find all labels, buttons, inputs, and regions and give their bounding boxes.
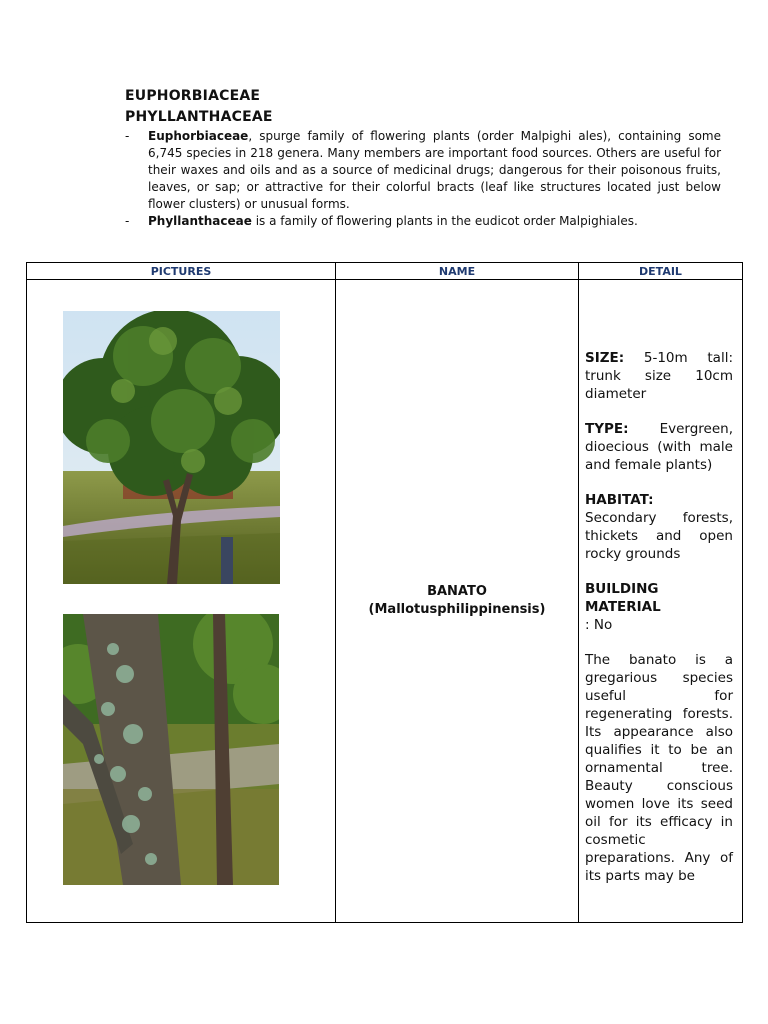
detail-value: Secondary forests, thickets and open rocky grounds (585, 510, 733, 562)
bullet-dash: - (125, 214, 130, 228)
bullet-term: Phyllanthaceae (148, 214, 252, 228)
family-heading-phyllanthaceae: PHYLLANTHACEAE (125, 109, 273, 125)
tree-photo-graphic (63, 311, 280, 584)
detail-value: Evergreen, dioecious (with male and female plants) (585, 421, 733, 473)
detail-label: TYPE: (585, 421, 629, 437)
detail-value: 5-10m tall: trunk size 10cm diameter (585, 350, 733, 402)
detail-value: The banato is a gregarious species useful for regenerating forests. Its appearance also qualifies it to be an ornamental tree. Beauty conscious women love its seed oil for its efficacy in cosmetic preparations. Any of its parts may be (585, 652, 733, 884)
plant-common-name: BANATO (427, 584, 487, 599)
bullet-euphorbiaceae (125, 128, 721, 213)
detail-cell (579, 280, 743, 923)
bullet-text: is a family of flowering plants in the eudicot order Malpighiales. (251, 214, 638, 228)
detail-size (585, 349, 733, 403)
detail-label: HABITAT: (585, 492, 654, 508)
header-detail: DETAIL (579, 263, 743, 280)
bullet-term: Euphorbiaceae (148, 129, 249, 143)
detail-label: BUILDING MATERIAL (585, 581, 661, 615)
bullet-dash: - (125, 129, 130, 143)
detail-label: SIZE: (585, 350, 625, 366)
bullet-phyllanthaceae (125, 213, 721, 230)
header-name: NAME (336, 263, 579, 280)
tree-photo (63, 311, 280, 584)
detail-habitat (585, 491, 733, 563)
detail-value: : No (585, 617, 613, 633)
detail-description (585, 651, 733, 885)
trunk-photo (63, 614, 279, 885)
detail-building-material (585, 580, 733, 634)
pictures-cell (27, 280, 336, 923)
bullet-text: , spurge family of flowering plants (order Malpighi ales), containing some 6,745 species in 218 genera. Many members are important food sources. Others are useful for their waxes and oils and as a source of medicinal drugs; dangerous for their poisonous fruits, leaves, or sap; or attractive for their colorful bracts (leaf like structures located just below flower clusters) or unusual forms. (148, 129, 721, 211)
plant-scientific-name: (Mallotusphilippinensis) (368, 602, 546, 617)
detail-text (585, 349, 733, 902)
trunk-photo-graphic (63, 614, 279, 885)
family-heading-euphorbiaceae: EUPHORBIACEAE (125, 88, 261, 104)
name-cell (336, 280, 579, 923)
table-row (27, 280, 743, 923)
table-header-row (27, 263, 743, 280)
plant-table (26, 262, 743, 923)
intro-bullet-list (125, 128, 721, 230)
header-pictures: PICTURES (27, 263, 336, 280)
detail-type (585, 420, 733, 474)
